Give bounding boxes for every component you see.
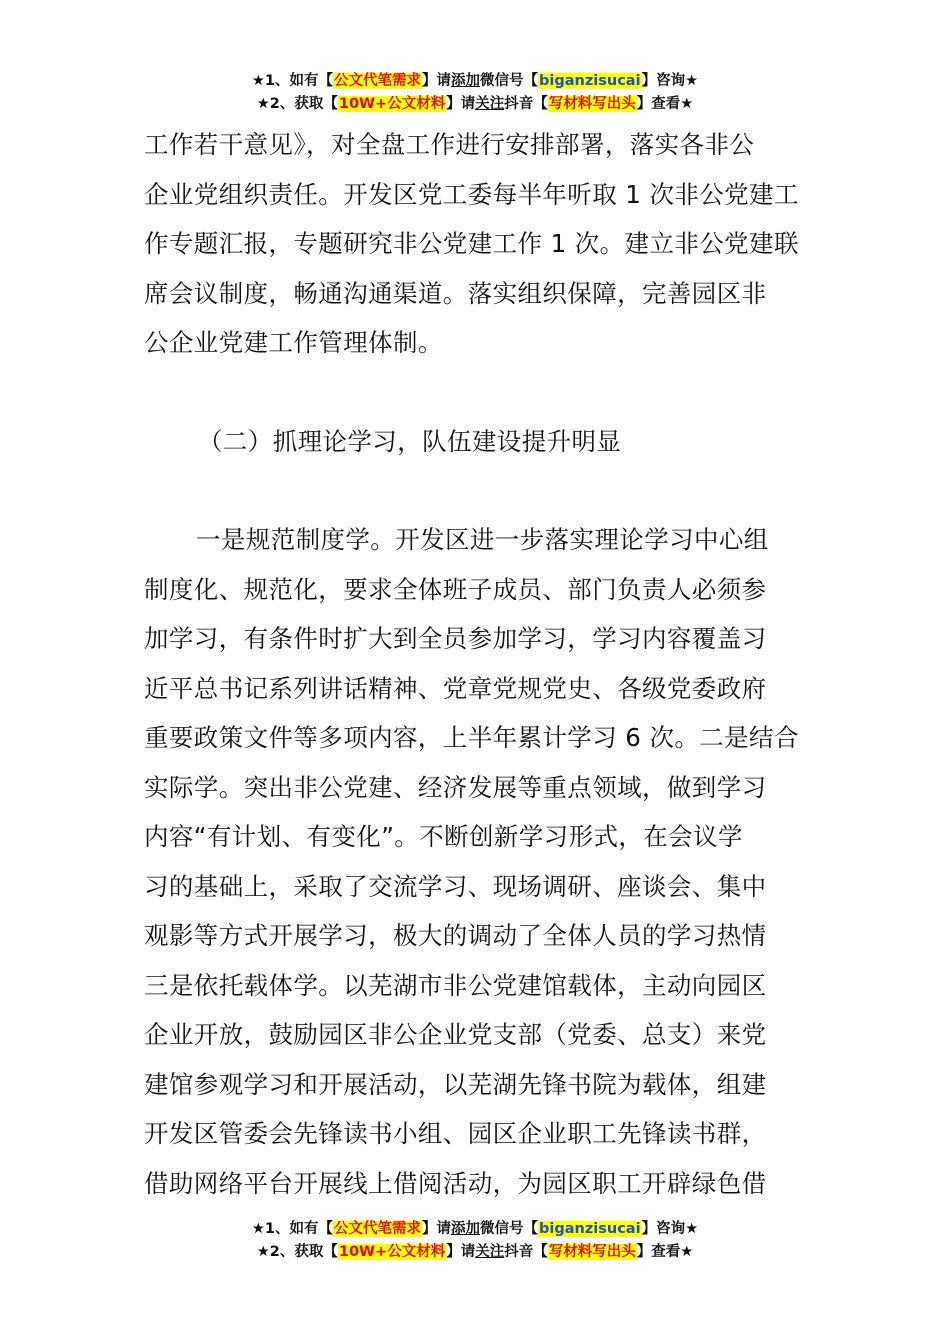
banner-text: 】请 — [422, 73, 452, 89]
banner-text: 微信号【 — [480, 1221, 539, 1237]
text-line: 加学习，有条件时扩大到全员参加学习，学习内容覆盖习 — [144, 624, 767, 653]
banner-text: ★2、获取【 — [256, 96, 338, 112]
banner-text: 】查看★ — [636, 1244, 694, 1260]
highlight-text: 公文代笔需求 — [334, 1221, 422, 1237]
text-line: 工作若干意见》，对全盘工作进行安排部署，落实各非公 — [144, 130, 755, 159]
text-line: 企业开放，鼓励园区非公企业党支部（党委、总支）来党 — [144, 1020, 767, 1049]
highlight-text: 写材料写出头 — [548, 96, 636, 112]
banner-text: 】请 — [446, 96, 476, 112]
footer-banner — [0, 1218, 950, 1264]
banner-text: ★1、如有【 — [251, 1221, 334, 1237]
text-line: 建馆参观学习和开展活动，以芜湖先锋书院为载体，组建 — [144, 1069, 767, 1099]
banner-text: ★2、获取【 — [256, 1244, 338, 1260]
banner-text: ★1、如有【 — [251, 73, 334, 89]
underlined-text: 关注 — [475, 1244, 505, 1260]
text-line: 重要政策文件等多项内容，上半年累计学习 6 次。二是结合 — [144, 723, 799, 752]
underlined-text: 关注 — [475, 96, 505, 112]
text-line: 近平总书记系列讲话精神、党章党规党史、各级党委政府 — [144, 673, 767, 703]
underlined-text: 添加 — [451, 1221, 481, 1237]
banner-line-2 — [0, 1241, 950, 1264]
text-line: 借助网络平台开展线上借阅活动，为园区职工开辟绿色借 — [144, 1168, 767, 1198]
text-line: 实际学。突出非公党建、经济发展等重点领域，做到学习 — [144, 772, 767, 802]
highlight-text: 公文代笔需求 — [334, 73, 422, 89]
document-body — [144, 120, 806, 1208]
text-line: 公企业党建工作管理体制。 — [144, 328, 443, 357]
header-banner — [0, 70, 950, 116]
text-line: 三是依托载体学。以芜湖市非公党建馆载体，主动向园区 — [144, 970, 767, 1000]
text-line: 席会议制度，畅通沟通渠道。落实组织保障，完善园区非 — [144, 278, 767, 308]
text-line: 企业党组织责任。开发区党工委每半年听取 1 次非公党建工 — [144, 179, 799, 209]
text-line: 作专题汇报，专题研究非公党建工作 1 次。建立非公党建联 — [144, 229, 799, 258]
paragraph-2 — [144, 515, 806, 1208]
banner-line-2 — [0, 93, 950, 116]
underlined-text: 添加 — [451, 73, 481, 89]
banner-text: 抖音【 — [504, 96, 548, 112]
banner-line-1 — [0, 70, 950, 93]
spacer — [144, 466, 806, 515]
wechat-id-highlight: biganzisucai — [539, 1221, 641, 1237]
highlight-text: 10W+公文材料 — [338, 96, 446, 112]
banner-text: 】查看★ — [636, 96, 694, 112]
banner-text: 微信号【 — [480, 73, 539, 89]
banner-text: 】咨询★ — [641, 1221, 699, 1237]
text-line: 习的基础上，采取了交流学习、现场调研、座谈会、集中 — [144, 871, 767, 901]
section-heading: （二）抓理论学习，队伍建设提升明显 — [198, 426, 622, 456]
text-line: 观影等方式开展学习，极大的调动了全体人员的学习热情 — [144, 921, 767, 950]
paragraph-1 — [144, 120, 806, 368]
banner-text: 】请 — [422, 1221, 452, 1237]
banner-text: 】请 — [446, 1244, 476, 1260]
text-line: 制度化、规范化，要求全体班子成员、部门负责人必须参 — [144, 574, 767, 604]
text-line: 开发区管委会先锋读书小组、园区企业职工先锋读书群， — [144, 1119, 767, 1148]
banner-text: 抖音【 — [504, 1244, 548, 1260]
banner-line-1 — [0, 1218, 950, 1241]
text-line: 一是规范制度学。开发区进一步落实理论学习中心组 — [196, 525, 769, 554]
wechat-id-highlight: biganzisucai — [539, 73, 641, 89]
banner-text: 】咨询★ — [641, 73, 699, 89]
highlight-text: 写材料写出头 — [548, 1244, 636, 1260]
highlight-text: 10W+公文材料 — [338, 1244, 446, 1260]
text-line: 内容“有计划、有变化”。不断创新学习形式，在会议学 — [144, 822, 743, 851]
spacer — [144, 368, 806, 417]
